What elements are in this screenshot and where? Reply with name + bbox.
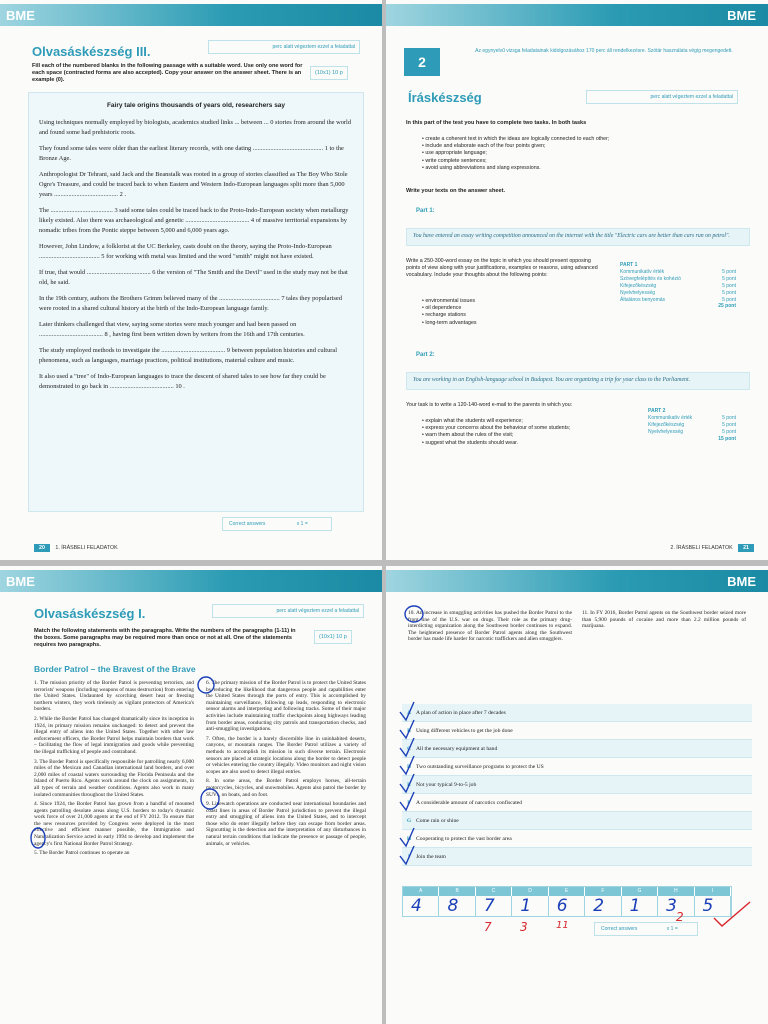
part2-point: • express your concerns about the behaviour of some students; (422, 425, 622, 432)
part2-label: Part 2: (416, 352, 435, 358)
article-paragraph: 5. The Border Patrol continues to operate an (34, 850, 130, 857)
article-paragraph: 4. Since 1924, the Border Patrol has grown from a handful of mounted agents patrolling desolate areas along U.S. borders to today's dynamic work force of over 21,000 agents at the end of FY 2012. To ensure that the new resources provided by Congress were deployed in the most effective and efficient manner possible, the Immigration and Naturalization Service acted in early 1994 to develop and implement the agency's first National Border Patrol Strategy. (34, 801, 194, 847)
score-row: Szövegfelépítés és kohézió 5 pont (620, 275, 736, 282)
heading-row[interactable] (402, 776, 752, 794)
heading-text: A considerable amount of narcotics confiscated (416, 799, 523, 806)
bme-header-bar (386, 4, 768, 26)
passage-paragraph: They found some tales were older than the earliest literary records, with one dating ............................................ 1 to the Bronze Age. (39, 145, 344, 162)
handwritten-answer: 5 (702, 896, 714, 916)
article-paragraph: 10. An increase in smuggling activities has pushed the Border Patrol to the front line of the U.S. war on drugs. Their role as the primary drug-interdicting organization along the Southwest border continues to expand. The heightened presence of Border Patrol agents along the Southwest border has made life harder for narcotic traffickers and alien smugglers. (408, 610, 572, 643)
task-bullet: • include and elaborate each of the four points given; (422, 143, 742, 150)
part2-score-table (648, 408, 736, 443)
score-row: Általános benyomás 5 pont (620, 296, 736, 303)
part2-point: • warn them about the rules of the visit; (422, 432, 622, 439)
passage-paragraph: If true, that would ........................................ 6 the version of "The Smith and the Devil" used in the study may not be that old, he said. (39, 269, 348, 286)
heading-text: All the necessary equipment at hand (416, 745, 498, 752)
article-paragraph: 6. The primary mission of the Border Patrol is to protect the United States by reducing the likelihood that dangerous people and capabilities enter the United States through the ports of entry. This is accomplished by maintaining surveillance, following up leads, responding to electronic sensor alarms and interpreting and following tracks. Some of their major activities include maintaining traffic checkpoints along highways leading from border areas, conducting city patrols and transportation checks, and anti-smuggling investigations. (206, 680, 366, 733)
task-bullet: • create a coherent text in which the ideas are logically connected to each other; (422, 136, 742, 143)
article-column-2 (206, 680, 366, 850)
article-column-1 (34, 680, 194, 860)
times-one-label: x 1 = (296, 521, 308, 527)
handwritten-answer: 1 (520, 896, 532, 916)
grid-header-cell: F (585, 887, 621, 896)
score-header: PART 2 (648, 408, 666, 414)
handwritten-answer: 1 (629, 896, 641, 916)
article-paragraph: 2. While the Border Patrol has changed dramatically since its inception in 1924, its primary mission remains unchanged: to detect and prevent the illegal entry of aliens into the United States. Together with other law enforcement officers, the Border Patrol helps maintain borders that work – facilitating the flow of legal immigration and goods while preventing the illegal trafficking of people and contraband. (34, 715, 194, 755)
grid-header-cell: E (549, 887, 585, 896)
bme-header-bar (0, 4, 382, 26)
handwritten-answer: 3 (666, 896, 677, 916)
part1-point: • oil dependence (422, 305, 477, 312)
points-box: (10x1) 10 p (314, 630, 352, 644)
bme-header-bar (386, 570, 768, 592)
heading-text: A plan of action in place after 7 decades (416, 709, 506, 716)
grid-header-cell: A (403, 887, 439, 896)
part2-instruction: Your task is to write a 120-140-word e-mail to the parents in which you: (406, 402, 573, 408)
reading-passage (28, 92, 364, 512)
times-one-label: x 1 = (666, 926, 678, 932)
task-instruction: Match the following statements with the paragraphs. Write the numbers of the paragraphs (1-11) in the boxes. Some paragraphs may be required more than once or not at all. One of the statements requires two paragraphs. (34, 628, 296, 649)
heading-letter: G (406, 817, 412, 824)
handwritten-answer: 6 (556, 896, 568, 916)
part1-point: • recharge stations (422, 312, 477, 319)
article-paragraph: 11. In FY 2016, Border Patrol agents on the Southwest border seized more than 5,900 pounds of cocaine and more than 2.2 million pounds of marijuana. (582, 610, 746, 630)
answer-cell[interactable] (403, 896, 439, 916)
heading-row[interactable] (402, 758, 752, 776)
score-total: 15 pont (718, 435, 736, 442)
answer-cell[interactable] (622, 896, 658, 916)
page-number: 21 (738, 544, 754, 552)
brand-label: BME (6, 8, 35, 23)
score-header: PART 1 (620, 262, 638, 268)
score-row: Kifejezőkészség 5 pont (648, 421, 736, 428)
task-bullet: • use appropriate language; (422, 150, 742, 157)
heading-row[interactable] (402, 848, 752, 866)
page-20 (0, 0, 382, 560)
part1-label: Part 1: (416, 208, 435, 214)
score-row: Kifejezőkészség 5 pont (620, 282, 736, 289)
part1-point: • environmental issues (422, 298, 477, 305)
grid-header-cell: C (476, 887, 512, 896)
brand-label: BME (727, 574, 756, 589)
part1-point: • long-term advantages (422, 320, 477, 327)
heading-row[interactable] (402, 704, 752, 722)
correct-answers-label: Correct answers (229, 521, 266, 527)
footer-label: 1. ÍRÁSBELI FELADATOK (55, 545, 118, 551)
page-reading-1-right (386, 566, 768, 1024)
part2-point: • suggest what the students should wear. (422, 440, 622, 447)
passage-title: Fairy tale origins thousands of years old, researchers say (106, 102, 286, 109)
brand-label: BME (6, 574, 35, 589)
heading-letter: C (406, 745, 412, 752)
grid-header-cell: I (695, 887, 731, 896)
article-title: Border Patrol – the Bravest of the Brave (34, 664, 196, 674)
passage-paragraph: Later thinkers challenged that view, saying some stories were much younger and had been passed on ........................................ 8 , having first been written down by writers from the 16th and 17th centuries. (39, 321, 305, 338)
section-number-box: 2 (404, 48, 440, 76)
page-footer (670, 544, 758, 554)
heading-row[interactable] (402, 740, 752, 758)
grid-header-cell: G (622, 887, 658, 896)
heading-letter: E (407, 781, 411, 788)
article-paragraph: 3. The Border Patrol is specifically responsible for patrolling nearly 6,000 miles of the Mexican and Canadian international land borders, and over 2,000 miles of coastal waters surrounding the Florida Peninsula and the Island of Puerto Rico. Agents work around the clock on assignments, in all types of terrain and weather conditions. Agents also work in many isolated communities throughout the United States. (34, 758, 194, 798)
passage-paragraph: The study employed methods to investigate the ........................................ 9 between population histories and cultural phenomena, such as languages, marriage practices, political institutions, material culture and music. (39, 347, 338, 364)
score-row: Kommunikatív érték 5 pont (620, 268, 736, 275)
answer-cell[interactable] (585, 896, 621, 916)
answer-cell[interactable] (476, 896, 512, 916)
section-title: Olvasáskészség III. (32, 44, 151, 59)
handwritten-correction: 11 (556, 920, 569, 931)
heading-row[interactable] (402, 830, 752, 848)
answer-cell[interactable] (439, 896, 475, 916)
timer-box[interactable]: perc alatt végeztem ezzel a feladattal (586, 90, 738, 104)
article-paragraph: 7. Often, the border is a barely discernible line in uninhabited deserts, canyons, or mountain ranges. The Border Patrol utilizes a variety of methods to accomplish its mission in such diverse terrain. Electronic sensors are placed at strategic locations along the border to detect people or vehicles entering the country illegally. Video monitors and night vision scopes are also used to detect illegal entries. (206, 735, 366, 775)
part2-point: • explain what the students will experience; (422, 418, 622, 425)
task-instruction: Fill each of the numbered blanks in the following passage with a suitable word. Use only one word for each space (contracted forms are also accepted). Copy your answer on the answer sheet. There is an example (0). (32, 63, 303, 84)
score-row: Nyelvhelyesség 5 pont (620, 289, 736, 296)
heading-text: Using different vehicles to get the job done (416, 727, 513, 734)
brand-label: BME (727, 8, 756, 23)
handwritten-answer: 4 (411, 896, 422, 916)
article-column-3 (408, 610, 572, 646)
heading-row[interactable] (402, 794, 752, 812)
correct-answers-box[interactable] (594, 922, 698, 936)
article-paragraph: 9. Linewatch operations are conducted near international boundaries and coast lines in areas of Border Patrol jurisdiction to prevent the illegal entry and smuggling of aliens into the United States, and to intercept those who do enter illegally before they can escape from border areas. Signcutting is the detection and the interpretation of any disturbances in natural terrain conditions that indicate the presence or passage of people, animals, or vehicles. (206, 801, 366, 847)
heading-letter: B (407, 727, 411, 734)
section-title: Olvasáskészség I. (34, 606, 146, 621)
answer-cell[interactable] (512, 896, 548, 916)
score-row: Nyelvhelyesség 5 pont (648, 428, 736, 435)
heading-text: Cooperating to protect the vast border area (416, 835, 512, 842)
correct-answers-box[interactable] (222, 517, 332, 531)
heading-letter: H (406, 835, 412, 842)
heading-text: Two outstanding surveillance programs to protect the US (416, 763, 544, 770)
handwritten-answer: 8 (447, 896, 459, 916)
task-bullet-list (422, 136, 742, 172)
handwritten-correction: 7 (484, 920, 492, 934)
page-21 (386, 0, 768, 560)
passage-paragraph: It also used a "tree" of Indo-European languages to trace the descent of shared tales to see how far they could be demonstrated to go back in ........................................ 10 . (39, 373, 326, 390)
passage-paragraph: The ....................................... 3 said some tales could be traced back to the Proto-Indo-European society when metallurgy likely existed. Also there was archaeological and genetic ........................................ 4 of massive territorial expansions by nomadic tribes from the Pontic steppe between 5,000 and 6,000 years ago. (39, 207, 349, 234)
write-note: Write your texts on the answer sheet. (406, 188, 506, 194)
heading-letter: F (407, 799, 411, 806)
bme-header-bar (0, 570, 382, 592)
grid-header-cell: D (512, 887, 548, 896)
page-number: 20 (34, 544, 50, 552)
heading-text: Not your typical 9-to-5 job (416, 781, 477, 788)
passage-paragraph: In the 19th century, authors the Brothers Grimm believed many of the ...................................... 7 tales they popularised were rooted in a shared cultural history at the birth of the Indo-European language family. (39, 295, 342, 312)
handwritten-correction: 3 (520, 920, 528, 934)
passage-paragraph: Using techniques normally employed by biologists, academics studied links ... between ... 0 stories from around the world and found some had prehistoric roots. (39, 119, 352, 136)
part1-instruction: Write a 250-300-word essay on the topic in which you should present opposing points of view along with your justifications, examples or reasons, using advanced vocabulary. Include your thoughts about the following points: (406, 258, 598, 279)
answer-cell[interactable] (549, 896, 585, 916)
points-box: (10x1) 10 p (310, 66, 348, 80)
correct-answers-label: Correct answers (601, 926, 638, 932)
task-bullet: • avoid using abbreviations and slang expressions. (422, 165, 742, 172)
task-bullet: • write complete sentences; (422, 158, 742, 165)
part1-points (422, 298, 477, 327)
heading-row[interactable] (402, 812, 752, 830)
heading-letter: D (406, 763, 412, 770)
timer-box[interactable]: perc alatt végeztem ezzel a feladattal (212, 604, 364, 618)
heading-letter: A (406, 709, 412, 716)
headings-list (402, 704, 752, 866)
heading-text: Come rain or shine (416, 817, 459, 824)
footer-label: 2. ÍRÁSBELI FELADATOK (670, 545, 733, 551)
score-row: Kommunikatív érték 5 pont (648, 414, 736, 421)
part1-score-table (620, 262, 736, 310)
score-total: 25 pont (718, 303, 736, 310)
grid-header-cell: B (439, 887, 475, 896)
page-footer (30, 544, 118, 554)
grid-header-cell: H (658, 887, 694, 896)
heading-text: Join the team (416, 853, 446, 860)
passage-paragraph: Anthropologist Dr Tehrani, said Jack and the Beanstalk was rooted in a group of stories classified as The Boy Who Stole Ogre's Treasure, and could be traced back to when Eastern and Western Indo-European languages split more than 5,000 years ........................................ 2 . (39, 171, 348, 198)
part2-task-box: You are working in an English-language school in Budapest. You are organizing a trip for your class to the Parliament. (406, 372, 750, 390)
article-paragraph: 1. The mission priority of the Border Patrol is preventing terrorists, and terrorists' weapons (including weapons of mass destruction) from entering the United States. Undaunted by scorching desert heat or freezing northern winters, they work tirelessly as vigilant protectors of America's borders. (34, 680, 194, 713)
article-paragraph: 8. In some areas, the Border Patrol employs horses, all-terrain motorcycles, bicycles, and snowmobiles. Agents also patrol the border by SUVs, on boats, and on foot. (206, 778, 366, 798)
handwritten-answer: 7 (483, 896, 495, 916)
page-reading-1 (0, 566, 382, 1024)
handwritten-correction: 2 (676, 910, 684, 924)
heading-letter: I (407, 853, 411, 860)
heading-row[interactable] (402, 722, 752, 740)
time-note: Az egynyelvű vizsga feladatainak kidolgozásához 170 perc áll rendelkezésre. Szótár használata végig megengedett. (475, 48, 733, 54)
passage-paragraph: However, John Lindow, a folklorist at the UC Berkeley, casts doubt on the theory, saying the Proto-Indo-European ...................................... 5 for working with metal was limited and the word "smith" might not have existed. (39, 243, 332, 260)
part2-points (422, 418, 622, 447)
task-intro: In this part of the test you have to complete two tasks. In both tasks (406, 120, 587, 126)
section-title: Íráskészség (408, 90, 482, 105)
article-column-4 (582, 610, 746, 633)
red-check-mark (712, 900, 752, 930)
timer-box[interactable]: perc alatt végeztem ezzel a feladattal (208, 40, 360, 54)
part1-task-box: You have entered an essay writing competition announced on the internet with the title "Electric cars are better than cars run on petrol". (406, 228, 750, 246)
handwritten-answer: 2 (593, 896, 605, 916)
